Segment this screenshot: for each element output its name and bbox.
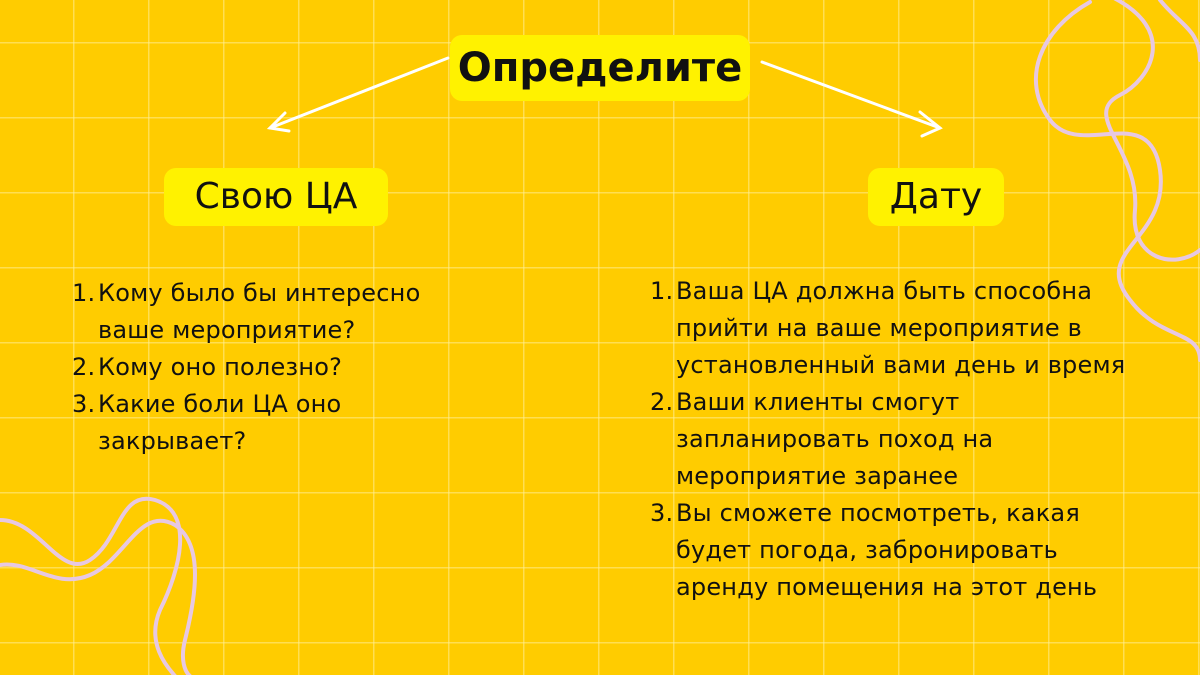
item-text: ваше мероприятие? <box>98 316 356 344</box>
left-list <box>72 275 502 460</box>
top-right-squiggle-2 <box>1106 0 1200 260</box>
list-item <box>650 384 1195 495</box>
page-title: Определите <box>450 35 750 101</box>
list-item <box>650 495 1195 606</box>
item-number: 3. <box>72 390 96 418</box>
item-text: Какие боли ЦА оно <box>98 390 342 418</box>
bottom-left-squiggle <box>0 499 180 675</box>
item-text: аренду помещения на этот день <box>676 573 1098 601</box>
list-item <box>650 273 1195 384</box>
right-arrow <box>762 62 940 136</box>
item-text: запланировать поход на <box>676 425 994 453</box>
right-list <box>650 273 1195 606</box>
item-text: прийти на ваше мероприятие в <box>676 314 1083 342</box>
right-heading: Дату <box>868 168 1004 226</box>
bottom-left-squiggle-2 <box>0 521 195 675</box>
item-number: 1. <box>72 279 96 307</box>
left-heading: Свою ЦА <box>164 168 388 226</box>
item-text: Кому оно полезно? <box>98 353 343 381</box>
top-right-squiggle-3 <box>1160 0 1200 60</box>
left-arrow <box>270 58 448 131</box>
item-number: 2. <box>72 353 96 381</box>
list-item <box>72 275 502 349</box>
item-text: будет погода, забронировать <box>676 536 1058 564</box>
item-text: Ваша ЦА должна быть способна <box>676 277 1093 305</box>
item-text: Вы сможете посмотреть, какая <box>676 499 1080 527</box>
item-text: закрывает? <box>98 427 247 455</box>
item-number: 3. <box>650 499 674 527</box>
item-text: мероприятие заранее <box>676 462 959 490</box>
item-text: Ваши клиенты смогут <box>676 388 960 416</box>
item-number: 2. <box>650 388 674 416</box>
item-text: установленный вами день и время <box>676 351 1126 379</box>
list-item <box>72 349 502 386</box>
list-item <box>72 386 502 460</box>
item-number: 1. <box>650 277 674 305</box>
item-text: Кому было бы интересно <box>98 279 421 307</box>
